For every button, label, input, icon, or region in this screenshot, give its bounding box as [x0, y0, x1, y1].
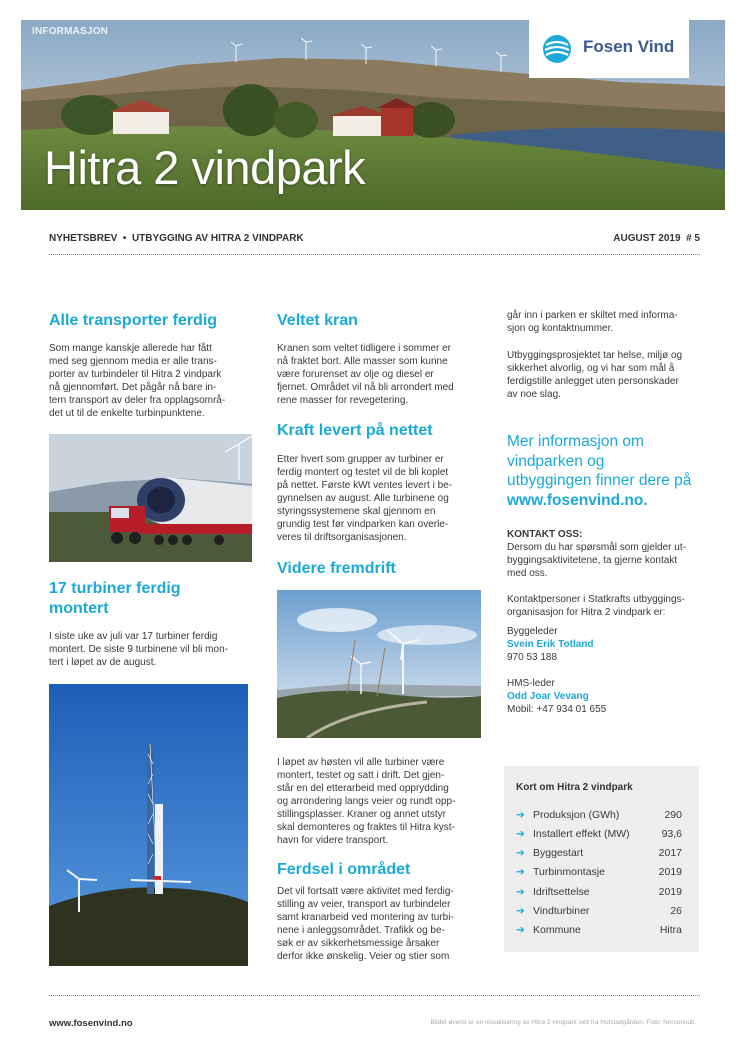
- fact-row: ➔ Idriftsettelse 2019: [516, 886, 682, 898]
- contact-name-1[interactable]: Svein Erik Totland: [507, 639, 594, 650]
- fact-row: ➔ Vindturbiner 26: [516, 905, 682, 917]
- contact-person-2: HMS-leder Odd Joar Vevang Mobil: +47 934 01 655: [507, 678, 607, 715]
- heading-turbines-mounted: 17 turbiner ferdig montert: [49, 580, 181, 617]
- page-title: Hitra 2 vindpark: [44, 141, 366, 194]
- photo-transport-truck: [49, 434, 252, 562]
- paragraph-traffic-continued: går inn i parken er skiltet med informa- sjon og kontaktnummer.: [507, 310, 678, 334]
- more-info: Mer informasjon om vindparken og utbyggingen finner dere på www.fosenvind.no.: [507, 433, 692, 509]
- facts-title: Kort om Hitra 2 vindpark: [516, 782, 633, 793]
- fact-row: ➔ Turbinmontasje 2019: [516, 866, 682, 878]
- contact-persons-intro: Kontaktpersoner i Statkrafts utbyggings- organisasjon for Hitra 2 vindpark er:: [507, 594, 685, 618]
- paragraph-traffic: Det vil fortsatt være aktivitet med ferdig- stilling av veier, transport av turbindeler samt kranarbeid ved montering av turbi- nene i anleggsområdet. Trafikk og be- søk er av sikkerhetsmessige årsaker derfor ikke ønskelig. Veier og stier som: [277, 886, 454, 962]
- fact-row: ➔ Byggestart 2017: [516, 847, 682, 859]
- paragraph-crane: Kranen som veltet tidligere i sommer er nå fraktet bort. Alle masser som kunne være forurenset av olje og diesel er fjernet. Området vil nå bli arrondert med rene masser for revegetering.: [277, 343, 454, 406]
- arrow-right-icon: ➔: [516, 905, 525, 917]
- arrow-right-icon: ➔: [516, 924, 525, 936]
- footer-website-link[interactable]: www.fosenvind.no: [49, 1018, 133, 1029]
- contact-heading: KONTAKT OSS:: [507, 529, 583, 540]
- paragraph-transport: Som mange kanskje allerede har fått med seg gjennom media er alle trans- porter av turbindeler til Hitra 2 vindpark nå gjennomført. Det pågår nå bare in- tern transport av deler fra opplagsområ- det ut til de enkelte turbinpunktene.: [49, 343, 226, 419]
- arrow-right-icon: ➔: [516, 866, 525, 878]
- fact-row: ➔ Kommune Hitra: [516, 924, 682, 936]
- issue-label: AUGUST 2019 # 5: [613, 233, 700, 244]
- arrow-right-icon: ➔: [516, 847, 525, 859]
- paragraph-power: Etter hvert som grupper av turbiner er ferdig montert og testet vil de bli koplet på nettet. Første kWt ventes levert i be- gynnelsen av august. Alle turbinene og styringssystemene skal gjennom en grundig test før vindparken kan overle- veres til driftsorganisasjonen.: [277, 454, 453, 543]
- arrow-right-icon: ➔: [516, 886, 525, 898]
- fact-row: ➔ Installert effekt (MW) 93,6: [516, 828, 682, 840]
- photo-crane-turbine: [49, 684, 248, 966]
- photo-wind-turbines: [277, 590, 481, 738]
- arrow-right-icon: ➔: [516, 809, 525, 821]
- heading-crane: Veltet kran: [277, 312, 358, 329]
- paragraph-progress: I løpet av høsten vil alle turbiner være montert, testet og satt i drift. Det gjen- står en del etterarbeid med opprydding og arrondering langs veier og rundt opp- stillingsplasser. Kraner og annet utstyr skal demonteres og fraktes til Hitra kyst- havn for videre transport.: [277, 757, 456, 846]
- paragraph-hms: Utbyggingsprosjektet tar helse, miljø og sikkerhet alvorlig, og vi har som mål å ferdigstille anlegget uten personskader av noe slag.: [507, 350, 683, 400]
- contact-person-1: Byggeleder Svein Erik Totland 970 53 188: [507, 626, 594, 663]
- contact-section: KONTAKT OSS: Dersom du har spørsmål som gjelder ut- byggingsaktivitetene, ta gjerne kontakt med oss.: [507, 529, 686, 579]
- fosen-vind-logo-icon: [541, 33, 573, 65]
- paragraph-turbines-mounted: I siste uke av juli var 17 turbiner ferdig montert. De siste 9 turbinene vil bli mon- tert i løpet av de august.: [49, 631, 228, 668]
- info-tag: INFORMASJON: [32, 26, 109, 37]
- arrow-right-icon: ➔: [516, 828, 525, 840]
- footer-divider: [49, 995, 700, 996]
- contact-name-2[interactable]: Odd Joar Vevang: [507, 691, 589, 702]
- heading-progress: Videre fremdrift: [277, 560, 396, 577]
- heading-traffic: Ferdsel i området: [277, 861, 411, 878]
- heading-transport: Alle transporter ferdig: [49, 312, 218, 329]
- fact-row: ➔ Produksjon (GWh) 290: [516, 809, 682, 821]
- divider: [49, 254, 700, 255]
- website-link[interactable]: www.fosenvind.no.: [507, 491, 648, 509]
- photo-credit: Bildet øverst er en visualisering av Hitra 2 vindpark sett fra Hofstadgården. Foto: Norconsult.: [430, 1019, 696, 1026]
- newsletter-label: NYHETSBREV • UTBYGGING AV HITRA 2 VINDPARK: [49, 233, 304, 244]
- heading-power: Kraft levert på nettet: [277, 422, 433, 439]
- logo-text: Fosen Vind: [583, 37, 675, 56]
